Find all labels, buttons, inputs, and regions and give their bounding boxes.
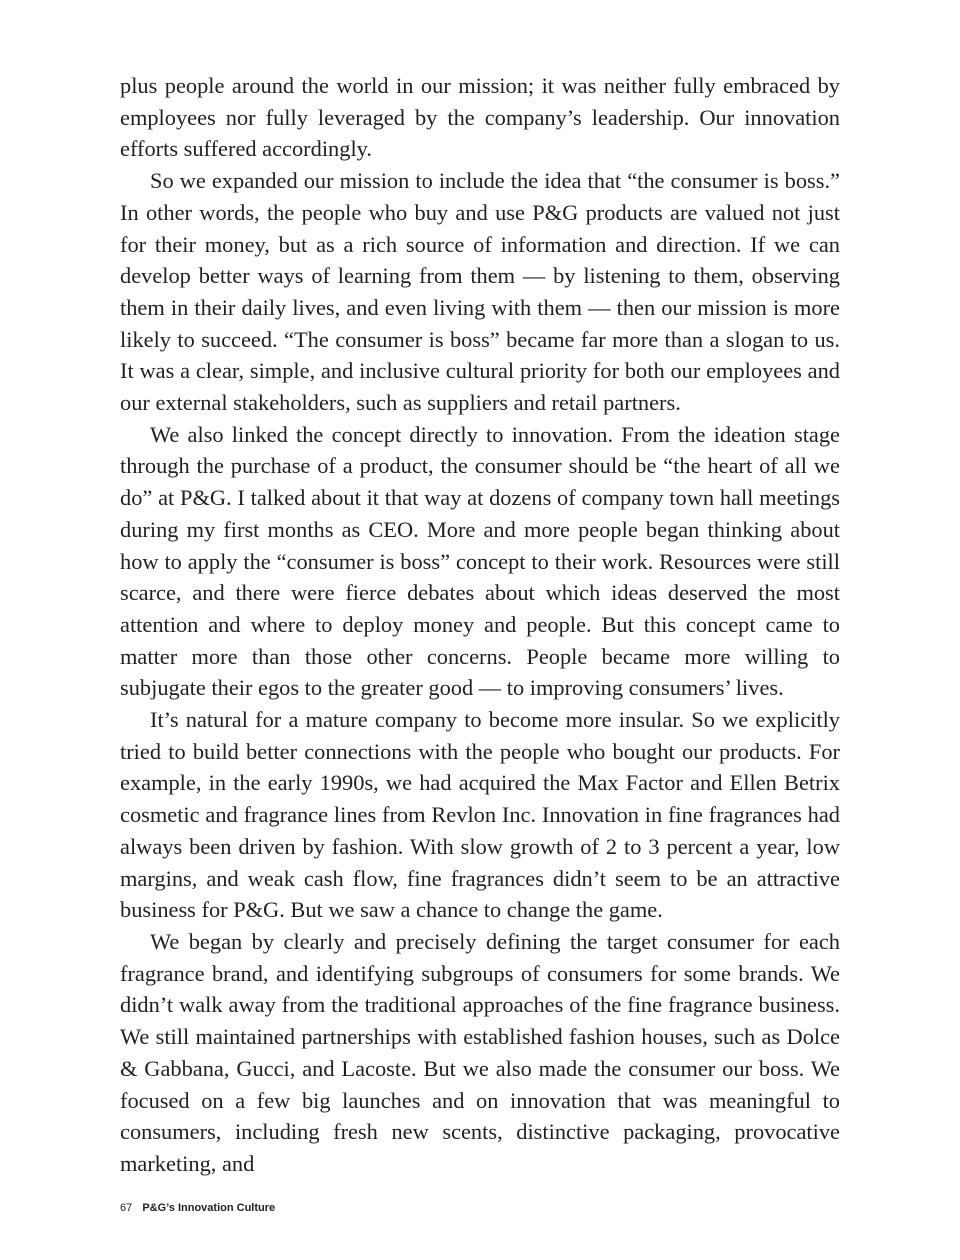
page-body — [120, 70, 840, 1180]
paragraph-mature-company: It’s natural for a mature company to become more insular. So we explicitly tried to build better connections with the people who bought our products. For example, in the early 1990s, we had acquired the Max Factor and Ellen Betrix cosmetic and fragrance lines from Revlon Inc. Innovation in fine fragrances had always been driven by fashion. With slow growth of 2 to 3 percent a year, low margins, and weak cash flow, fine fragrances didn’t seem to be an attractive business for P&G. But we saw a chance to change the game. — [120, 707, 840, 923]
paragraph-linked-innovation: We also linked the concept directly to innovation. From the ideation stage through the purchase of a product, the consumer should be “the heart of all we do” at P&G. I talked about it that way at dozens of company town hall meetings during my first months as CEO. More and more people began thinking about how to apply the “consumer is boss” concept to their work. Resources were still scarce, and there were fierce debates about which ideas deserved the most attention and where to deploy money and people. But this concept came to matter more than those other concerns. People became more willing to subjugate their egos to the greater good — to improving consumers’ lives. — [120, 421, 840, 701]
page-number: 67 — [120, 1202, 133, 1214]
paragraph-consumer-is-boss: So we expanded our mission to include the idea that “the consumer is boss.” In other words, the people who buy and use P&G products are valued not just for their money, but as a rich source of information and direction. If we can develop better ways of learning from them — by listening to them, observing them in their daily lives, and even living with them — then our mission is more likely to succeed. “The consumer is boss” became far more than a slogan to us. It was a clear, simple, and inclusive cultural priority for both our employees and our external stakeholders, such as suppliers and retail partners. — [120, 168, 840, 416]
paragraph-continued: plus people around the world in our mission; it was neither fully embraced by employees nor fully leveraged by the company’s leadership. Our innovation efforts suffered accordingly. — [120, 73, 840, 162]
page-footer — [120, 1200, 275, 1216]
running-title: P&G’s Innovation Culture — [142, 1202, 276, 1214]
paragraph-fragrance-brands: We began by clearly and precisely defining the target consumer for each fragrance brand, and identifying subgroups of consumers for some brands. We didn’t walk away from the traditional approaches of the fine fragrance business. We still maintained partnerships with established fashion houses, such as Dolce & Gabbana, Gucci, and Lacoste. But we also made the consumer our boss. We focused on a few big launches and on innovation that was meaningful to consumers, including fresh new scents, distinctive packaging, provocative marketing, and — [120, 928, 840, 1176]
